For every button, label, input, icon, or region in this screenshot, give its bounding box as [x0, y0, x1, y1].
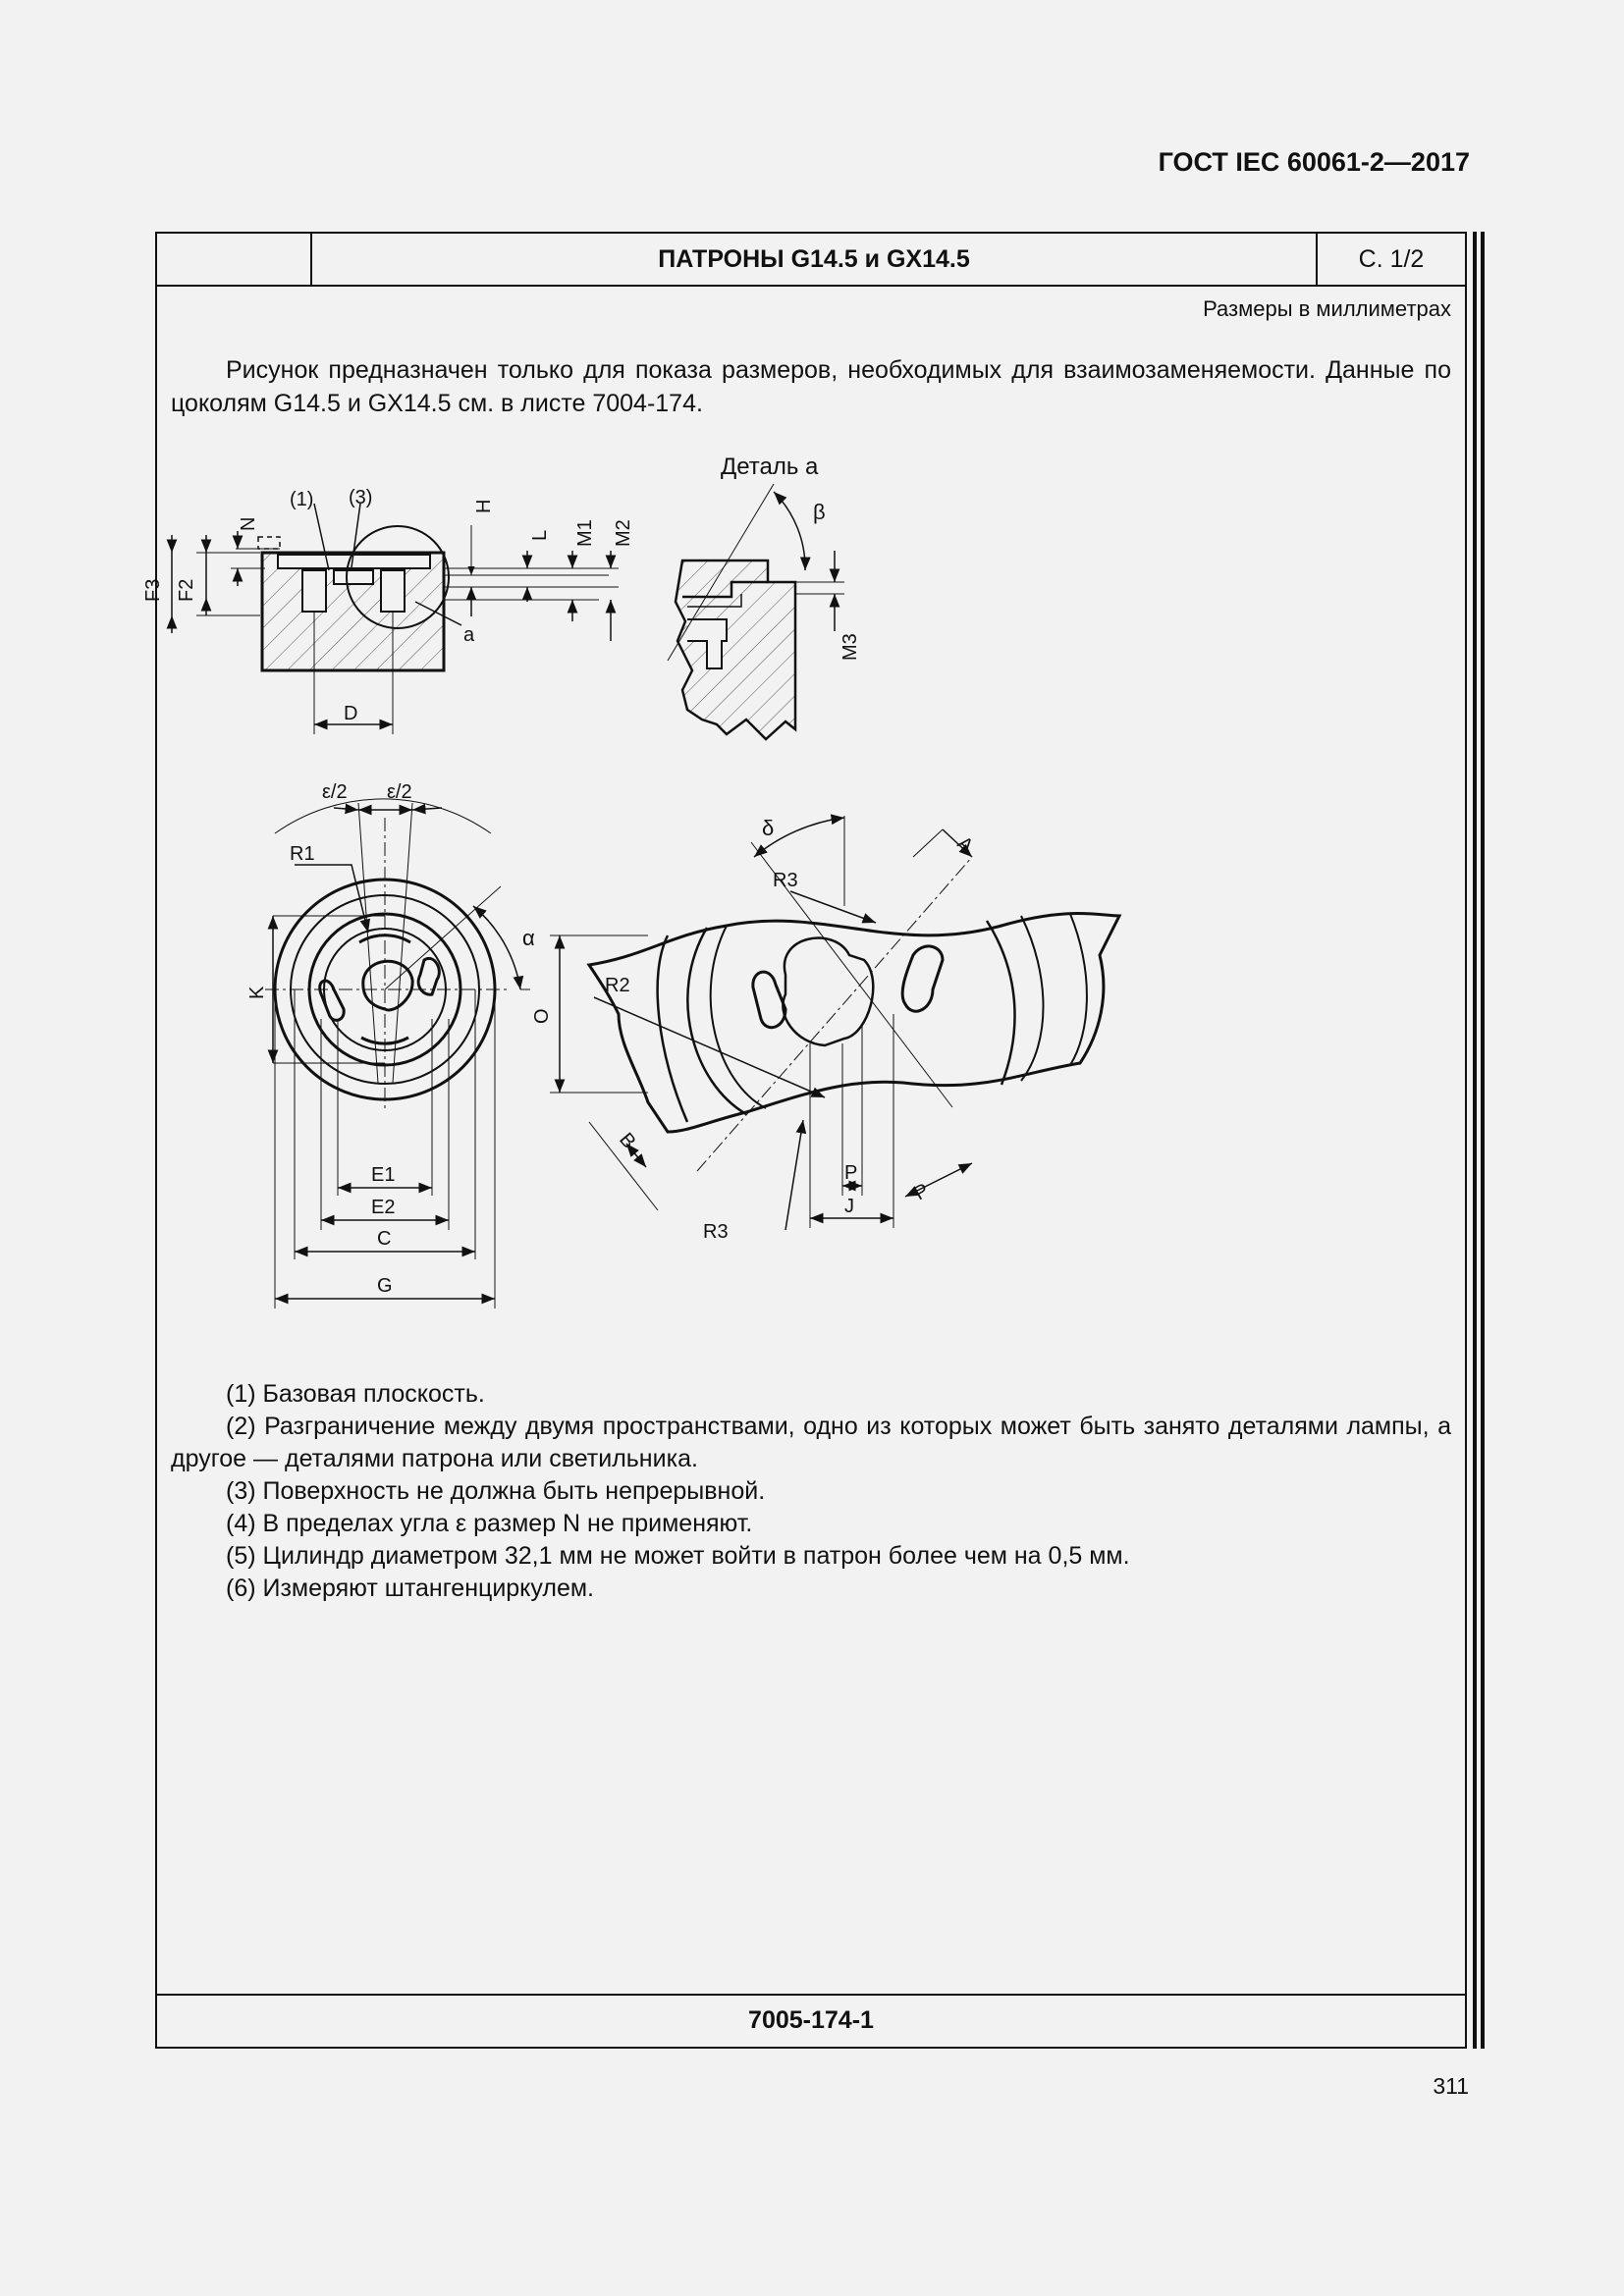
label-R3-top: R3 [773, 870, 798, 891]
label-L: L [529, 529, 551, 541]
label-a: а [463, 624, 475, 646]
label-M3: M3 [839, 633, 861, 661]
note-6: (6) Измеряют штангенциркулем. [226, 1575, 594, 1602]
label-alpha: α [522, 926, 535, 950]
sheet-header [157, 234, 1465, 287]
label-F2: F2 [176, 578, 197, 602]
note-5: (5) Цилиндр диаметром 32,1 мм не может войти в патрон более чем на 0,5 мм. [226, 1542, 1130, 1570]
label-M2: M2 [613, 519, 634, 547]
sheet-number: С. 1/2 [1358, 245, 1425, 273]
label-eps-left: ε/2 [322, 781, 348, 803]
isometric-view [550, 816, 1119, 1230]
label-A: A [952, 831, 978, 858]
label-P-diag: P [910, 1179, 934, 1205]
label-P: P [844, 1162, 858, 1184]
page-number: 311 [1433, 2073, 1469, 2099]
note-4: (4) В пределах угла ε размер N не применяют. [226, 1510, 753, 1537]
label-note1: (1) [290, 489, 314, 510]
label-D: D [344, 703, 358, 724]
label-note3: (3) [349, 487, 373, 508]
side-section-view [172, 504, 619, 734]
detail-a-title: Деталь а [721, 454, 819, 480]
units-note: Размеры в миллиметрах [1203, 296, 1451, 321]
frame-rail [1473, 232, 1477, 2049]
standard-number: ГОСТ IEC 60061-2—2017 [1158, 147, 1470, 177]
label-K: K [246, 986, 268, 999]
label-delta: δ [762, 816, 775, 840]
label-B: B [615, 1129, 640, 1153]
label-O: O [531, 1008, 553, 1024]
intro-text: Рисунок предназначен только для показа размеров, необходимых для взаимозаменяемости. Данные по цоколям G14.5 и GX14.5 см. в листе 7004-174. [171, 356, 1451, 417]
technical-drawing [142, 445, 1465, 1387]
label-eps-right: ε/2 [387, 781, 412, 803]
label-beta: β [813, 500, 826, 524]
label-F3: F3 [142, 578, 164, 602]
sheet-title: ПАТРОНЫ G14.5 и GX14.5 [658, 245, 970, 273]
note-3: (3) Поверхность не должна быть непрерывной. [226, 1477, 766, 1505]
frame-rail [1481, 232, 1485, 2049]
note-2: (2) Разграничение между двумя пространствами, одно из которых может быть занято деталями лампы, а другое — деталями патрона или светильника. [171, 1413, 1451, 1472]
label-E2: E2 [371, 1197, 396, 1218]
label-H: H [473, 499, 495, 513]
sheet-code: 7005-174-1 [157, 1994, 1465, 2047]
label-C: C [377, 1228, 392, 1250]
label-E1: E1 [371, 1164, 396, 1186]
label-M1: M1 [574, 519, 596, 547]
notes-list [171, 1378, 1451, 1605]
label-R3-bottom: R3 [703, 1221, 729, 1243]
front-view [265, 799, 530, 1308]
sheet-frame [142, 232, 1467, 2049]
label-J: J [844, 1196, 854, 1217]
label-R1: R1 [290, 843, 315, 865]
label-G: G [377, 1275, 393, 1297]
label-R2: R2 [605, 975, 630, 996]
note-1: (1) Базовая плоскость. [226, 1380, 485, 1408]
label-N: N [238, 516, 259, 531]
